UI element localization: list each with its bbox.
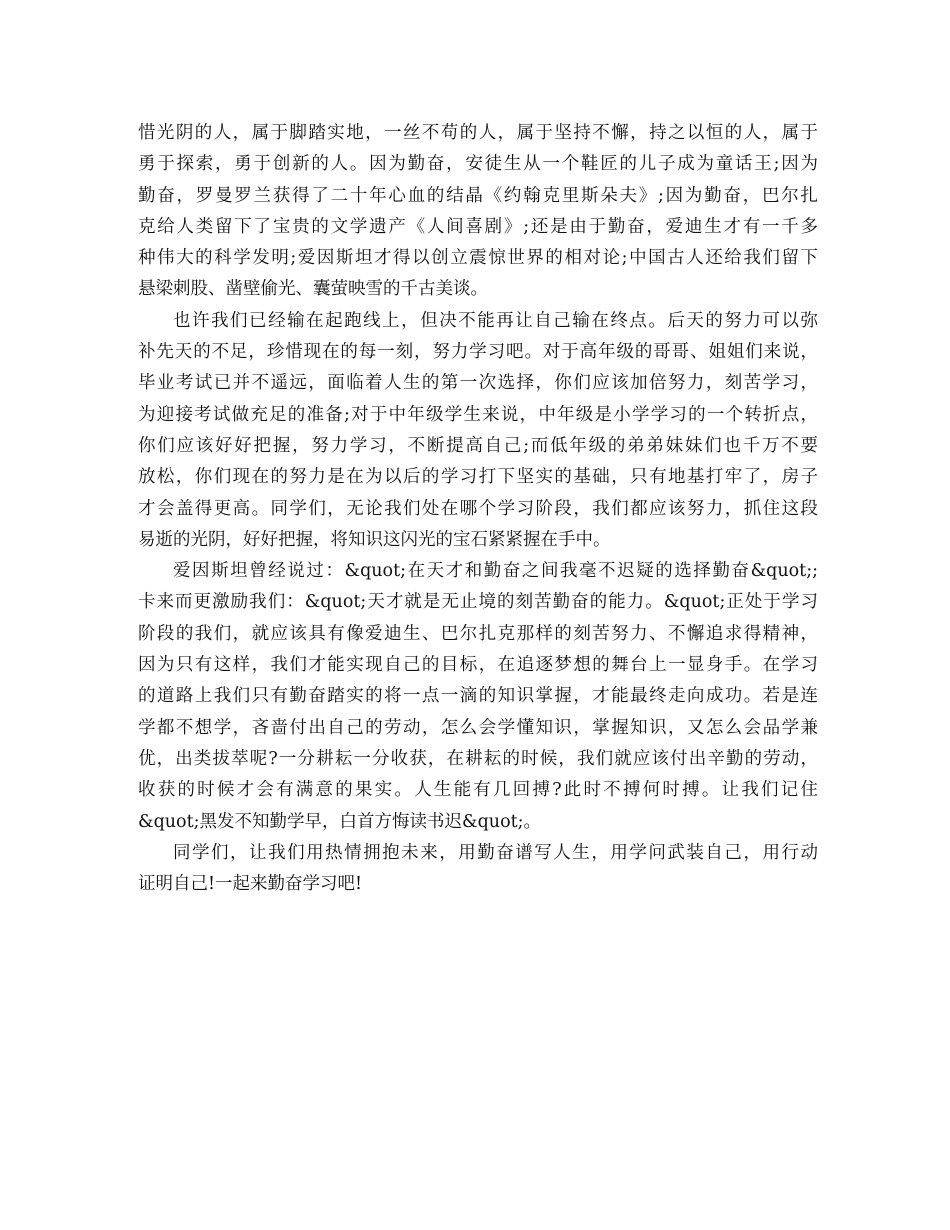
text-line: 放松，你们现在的努力是在为以后的学习打下坚实的基础，只有地基打牢了，房子 <box>138 467 818 488</box>
text-line: 为迎接考试做充足的准备;对于中年级学生来说，中年级是小学学习的一个转折点， <box>138 404 818 425</box>
text-line: 种伟大的科学发明;爱因斯坦才得以创立震惊世界的相对论;中国古人还给我们留下 <box>138 248 818 269</box>
text-line: 卡来而更激励我们：&quot;天才就是无止境的刻苦勤奋的能力。&quot;正处于学习 <box>138 592 818 613</box>
text-line: 勇于探索，勇于创新的人。因为勤奋，安徒生从一个鞋匠的儿子成为童话王;因为 <box>138 154 818 175</box>
text-line: 证明自己!一起来勤奋学习吧! <box>138 874 363 895</box>
text-line: &quot;黑发不知勤学早，白首方悔读书迟&quot;。 <box>138 811 542 832</box>
text-line: 学都不想学，吝啬付出自己的劳动，怎么会学懂知识，掌握知识，又怎么会品学兼 <box>138 717 818 738</box>
paragraph-4 <box>138 838 818 901</box>
text-line: 才会盖得更高。同学们，无论我们处在哪个学习阶段，我们都应该努力，抓住这段 <box>138 498 818 519</box>
text-line: 爱因斯坦曾经说过：&quot;在天才和勤奋之间我毫不迟疑的选择勤奋&quot;; <box>173 561 818 582</box>
text-line: 悬梁刺股、凿壁偷光、囊萤映雪的千古美谈。 <box>138 279 488 300</box>
text-line: 也许我们已经输在起跑线上，但决不能再让自己输在终点。后天的努力可以弥 <box>173 310 818 331</box>
text-line: 惜光阴的人，属于脚踏实地，一丝不苟的人，属于坚持不懈，持之以恒的人，属于 <box>138 123 818 143</box>
text-line: 阶段的我们，就应该具有像爱迪生、巴尔扎克那样的刻苦努力、不懈追求得精神， <box>138 623 818 644</box>
text-line: 优，出类拔萃呢?一分耕耘一分收获，在耕耘的时候，我们就应该付出辛勤的劳动， <box>138 748 818 769</box>
text-line: 的道路上我们只有勤奋踏实的将一点一滴的知识掌握，才能最终走向成功。若是连 <box>138 686 818 707</box>
text-line: 同学们，让我们用热情拥抱未来，用勤奋谱写人生，用学问武装自己，用行动 <box>173 842 818 863</box>
text-line: 补先天的不足，珍惜现在的每一刻，努力学习吧。对于高年级的哥哥、姐姐们来说， <box>138 342 818 363</box>
text-line: 勤奋，罗曼罗兰获得了二十年心血的结晶《约翰克里斯朵夫》;因为勤奋，巴尔扎 <box>138 185 818 206</box>
document-body <box>138 118 818 900</box>
text-line: 克给人类留下了宝贵的文学遗产《人间喜剧》;还是由于勤奋，爱迪生才有一千多 <box>138 216 818 237</box>
paragraph-1 <box>138 118 818 306</box>
paragraph-2 <box>138 306 818 556</box>
text-line: 收获的时候才会有满意的果实。人生能有几回搏?此时不搏何时搏。让我们记住 <box>138 780 818 801</box>
text-line: 因为只有这样，我们才能实现自己的目标，在追逐梦想的舞台上一显身手。在学习 <box>138 655 818 676</box>
text-line: 易逝的光阴，好好把握，将知识这闪光的宝石紧紧握在手中。 <box>138 529 611 550</box>
text-line: 你们应该好好把握，努力学习，不断提高自己;而低年级的弟弟妹妹们也千万不要 <box>138 435 818 456</box>
text-line: 毕业考试已并不遥远，面临着人生的第一次选择，你们应该加倍努力，刻苦学习， <box>138 373 818 394</box>
paragraph-3 <box>138 556 818 838</box>
